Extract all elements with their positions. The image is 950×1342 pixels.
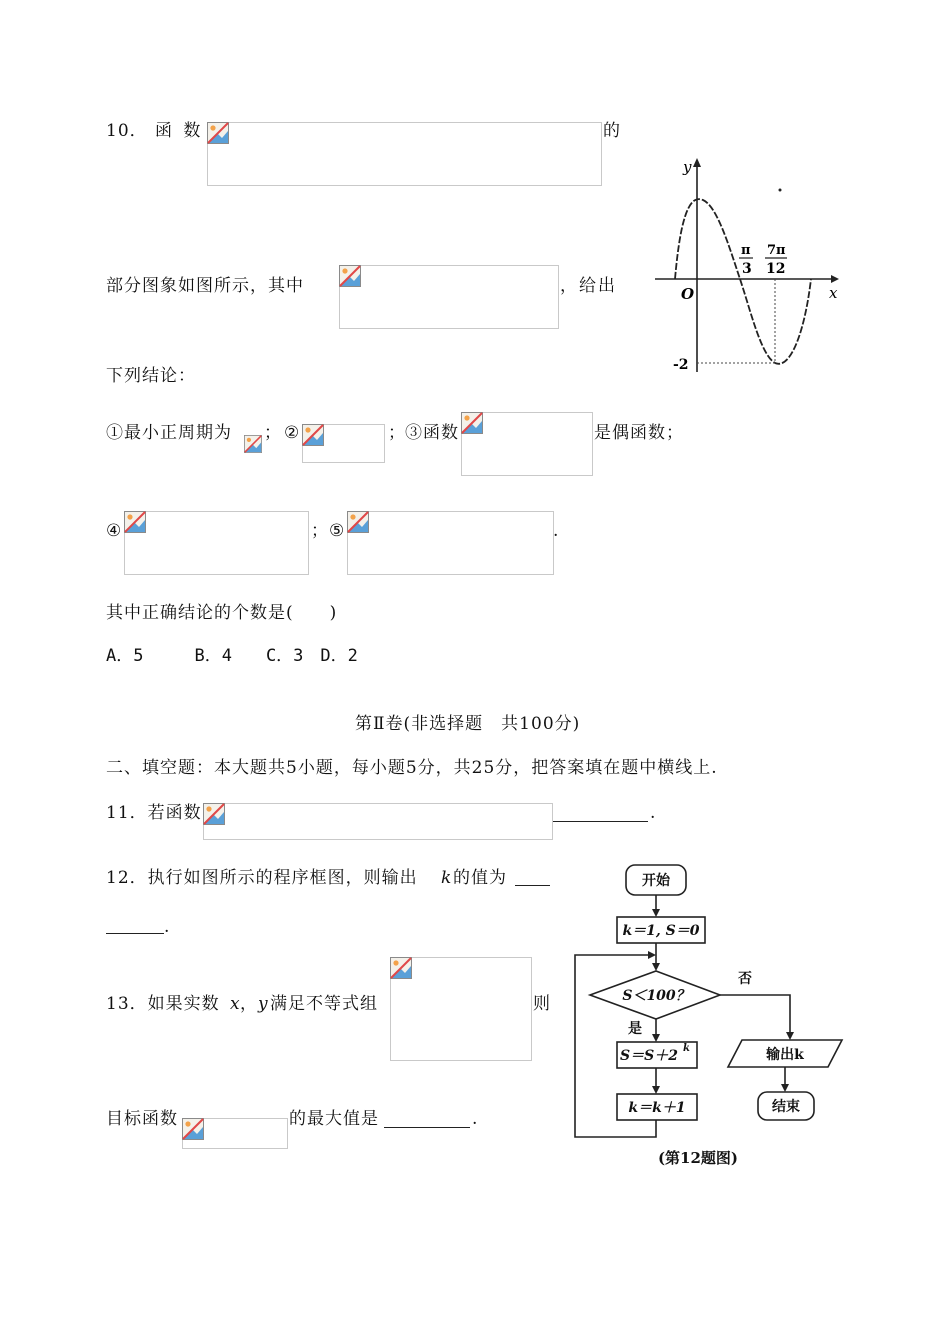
flowchart-caption: (第12题图) bbox=[657, 1149, 739, 1167]
q13-mid: 满足不等式组 bbox=[270, 994, 378, 1014]
broken-image-icon bbox=[244, 435, 262, 453]
q13-x: x bbox=[230, 994, 241, 1014]
conclusion-2-label: ② bbox=[284, 423, 301, 443]
arrowhead bbox=[652, 1086, 660, 1094]
q12-tail: 的值为 bbox=[453, 868, 507, 888]
arrowhead bbox=[648, 951, 656, 959]
sine-curve bbox=[675, 199, 811, 364]
tick-pi-3-denominator: 3 bbox=[742, 261, 752, 277]
formula-image-conclusion-5 bbox=[347, 511, 554, 575]
q10-word-de: 的 bbox=[603, 121, 621, 141]
separator: ； bbox=[311, 521, 329, 541]
formula-image-q11 bbox=[203, 803, 553, 840]
formula-image-function bbox=[207, 122, 602, 186]
period: . bbox=[553, 521, 560, 541]
answer-blank[interactable] bbox=[384, 1126, 470, 1128]
formula-image-inequality-system bbox=[390, 957, 532, 1061]
output-label: 输出k bbox=[766, 1047, 804, 1063]
arrowhead bbox=[652, 1034, 660, 1042]
yes-label: 是 bbox=[628, 1021, 642, 1037]
q10-number: 10． bbox=[106, 121, 148, 141]
tick-7pi-12-denominator: 12 bbox=[766, 261, 786, 277]
start-label: 开始 bbox=[642, 873, 670, 889]
q10-question: 其中正确结论的个数是( ) bbox=[106, 603, 338, 623]
q13-comma: ， bbox=[240, 994, 258, 1014]
x-axis-arrow bbox=[831, 275, 839, 283]
arrowhead bbox=[652, 963, 660, 971]
conclusion-1: ①最小正周期为 bbox=[106, 423, 232, 443]
y-axis-arrow bbox=[693, 158, 701, 167]
no-label: 否 bbox=[738, 971, 752, 987]
q13-line2: 目标函数 bbox=[106, 1109, 178, 1129]
formula-image-objective bbox=[182, 1118, 288, 1149]
formula-image-conditions bbox=[339, 265, 559, 329]
conclusion-5-label: ⑤ bbox=[329, 521, 346, 541]
broken-image-icon bbox=[461, 412, 483, 434]
broken-image-icon bbox=[124, 511, 146, 533]
formula-image-conclusion-3 bbox=[461, 412, 593, 476]
init-label: k＝1, S＝0 bbox=[622, 923, 700, 939]
separator: ； bbox=[388, 423, 406, 443]
origin-label: O bbox=[681, 285, 695, 303]
end-label: 结束 bbox=[772, 1099, 800, 1115]
conclusion-3-tail: 是偶函数； bbox=[594, 423, 684, 443]
conclusion-3-label: ③函数 bbox=[405, 423, 459, 443]
arrowhead bbox=[652, 909, 660, 917]
q13-pre: 13．如果实数 bbox=[106, 994, 220, 1014]
tick-neg-2: -2 bbox=[673, 357, 689, 373]
period: . bbox=[472, 1109, 479, 1129]
condition-label: S＜100？ bbox=[622, 988, 690, 1004]
arrowhead bbox=[786, 1032, 794, 1040]
q10-line2-tail: ，给出 bbox=[560, 276, 617, 296]
broken-image-icon bbox=[302, 424, 324, 446]
update-s-exponent: k bbox=[683, 1043, 690, 1054]
section-title: 第Ⅱ卷(非选择题 共100分) bbox=[355, 714, 581, 734]
broken-image-icon bbox=[390, 957, 412, 979]
q11-text: 11．若函数 bbox=[106, 803, 202, 823]
q12-k: k bbox=[441, 868, 453, 888]
section-instructions: 二、填空题：本大题共5小题，每小题5分，共25分，把答案填在题中横线上. bbox=[106, 758, 718, 778]
broken-image-icon bbox=[207, 122, 229, 144]
q10-word-function: 函 数 bbox=[155, 121, 204, 141]
q10-line2: 部分图象如图所示，其中 bbox=[106, 276, 304, 296]
broken-image-icon bbox=[182, 1118, 204, 1140]
answer-blank[interactable] bbox=[515, 884, 550, 886]
x-axis-label: x bbox=[829, 284, 838, 302]
answer-blank[interactable] bbox=[106, 932, 164, 934]
q10-line3: 下列结论： bbox=[106, 366, 196, 386]
q13-line2-tail: 的最大值是 bbox=[289, 1109, 379, 1129]
q12-text: 12．执行如图所示的程序框图，则输出 bbox=[106, 868, 418, 888]
period: . bbox=[650, 803, 657, 823]
period: . bbox=[164, 917, 171, 937]
broken-image-icon bbox=[347, 511, 369, 533]
formula-image-conclusion-2 bbox=[302, 424, 385, 463]
flowchart bbox=[570, 855, 850, 1175]
broken-image-icon bbox=[203, 803, 225, 825]
broken-image-icon bbox=[339, 265, 361, 287]
separator: ； bbox=[264, 423, 282, 443]
formula-image-conclusion-4 bbox=[124, 511, 309, 575]
q13-tail: 则 bbox=[533, 994, 551, 1014]
conclusion-4-label: ④ bbox=[106, 521, 123, 541]
update-s-label: S＝S＋2 bbox=[620, 1048, 678, 1064]
y-axis-label: y bbox=[683, 158, 692, 176]
update-k-label: k＝k＋1 bbox=[628, 1100, 686, 1116]
tick-7pi-12-numerator: 7π bbox=[767, 243, 786, 258]
answer-blank[interactable] bbox=[553, 820, 648, 822]
tick-pi-3-numerator: π bbox=[741, 243, 751, 258]
arrowhead bbox=[781, 1084, 789, 1092]
sine-graph bbox=[645, 150, 845, 380]
q13-y: y bbox=[258, 994, 269, 1014]
q10-options: A．5 B．4 C．3 D．2 bbox=[106, 646, 358, 666]
arrow-cond-no bbox=[720, 995, 790, 1035]
stray-dot bbox=[779, 189, 782, 192]
